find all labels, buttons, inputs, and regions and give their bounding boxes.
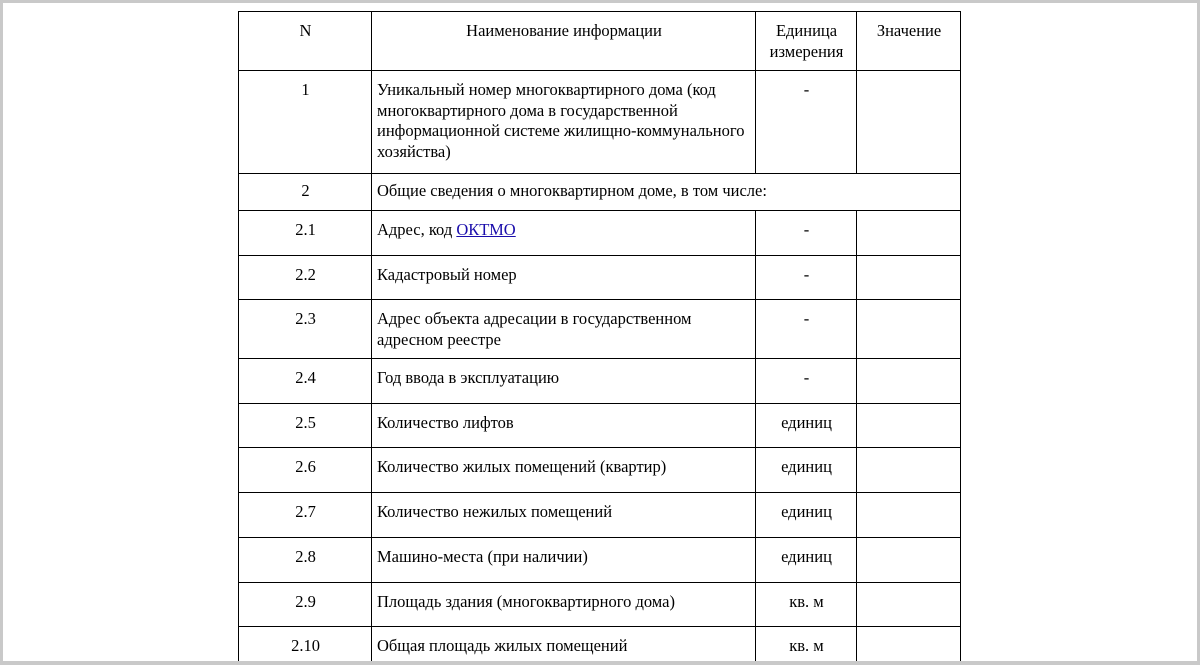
row-name: Количество жилых помещений (квартир) bbox=[372, 448, 756, 493]
row-unit: единиц bbox=[756, 493, 857, 538]
row-number: 2.5 bbox=[239, 404, 372, 448]
row-number: 2.7 bbox=[239, 493, 372, 538]
table-row bbox=[239, 300, 961, 359]
row-name: Адрес объекта адресации в государственном адресном реестре bbox=[372, 300, 756, 359]
table-row bbox=[239, 538, 961, 583]
row-name: Площадь здания (многоквартирного дома) bbox=[372, 583, 756, 627]
row-name: Уникальный номер многоквартирного дома (код многоквартирного дома в государственной информационной системе жилищно-коммунального хозяйства) bbox=[372, 71, 756, 174]
table-row bbox=[239, 493, 961, 538]
row-number: 2.9 bbox=[239, 583, 372, 627]
table-row bbox=[239, 71, 961, 174]
info-table bbox=[238, 11, 961, 665]
row-name: Общие сведения о многоквартирном доме, в том числе: bbox=[372, 174, 961, 211]
row-value[interactable] bbox=[857, 538, 961, 583]
row-number: 1 bbox=[239, 71, 372, 174]
row-number: 2.10 bbox=[239, 627, 372, 665]
row-name: Количество лифтов bbox=[372, 404, 756, 448]
row-number: 2.4 bbox=[239, 359, 372, 404]
row-name: Количество нежилых помещений bbox=[372, 493, 756, 538]
row-unit: единиц bbox=[756, 538, 857, 583]
row-unit: - bbox=[756, 71, 857, 174]
header-value: Значение bbox=[857, 12, 961, 71]
row-unit: кв. м bbox=[756, 583, 857, 627]
row-name bbox=[372, 211, 756, 256]
table-row bbox=[239, 359, 961, 404]
row-number: 2.3 bbox=[239, 300, 372, 359]
header-n: N bbox=[239, 12, 372, 71]
row-name-text: Адрес, код bbox=[377, 220, 457, 239]
row-unit: кв. м bbox=[756, 627, 857, 665]
row-unit: - bbox=[756, 300, 857, 359]
table-row bbox=[239, 583, 961, 627]
row-unit: единиц bbox=[756, 448, 857, 493]
row-value[interactable] bbox=[857, 583, 961, 627]
row-name: Год ввода в эксплуатацию bbox=[372, 359, 756, 404]
row-value[interactable] bbox=[857, 256, 961, 300]
row-value[interactable] bbox=[857, 359, 961, 404]
row-value[interactable] bbox=[857, 493, 961, 538]
oktmo-link[interactable]: ОКТМО bbox=[456, 220, 516, 239]
table-row bbox=[239, 256, 961, 300]
row-name: Машино-места (при наличии) bbox=[372, 538, 756, 583]
row-number: 2.6 bbox=[239, 448, 372, 493]
row-value[interactable] bbox=[857, 448, 961, 493]
row-name: Общая площадь жилых помещений bbox=[372, 627, 756, 665]
table-row bbox=[239, 211, 961, 256]
row-unit: - bbox=[756, 256, 857, 300]
table-row bbox=[239, 448, 961, 493]
table-row bbox=[239, 404, 961, 448]
row-value[interactable] bbox=[857, 211, 961, 256]
table-row-section bbox=[239, 174, 961, 211]
row-value[interactable] bbox=[857, 404, 961, 448]
row-unit: - bbox=[756, 359, 857, 404]
row-number: 2 bbox=[239, 174, 372, 211]
row-value[interactable] bbox=[857, 627, 961, 665]
table-header-row bbox=[239, 12, 961, 71]
header-name: Наименование информации bbox=[372, 12, 756, 71]
table-row bbox=[239, 627, 961, 665]
row-number: 2.2 bbox=[239, 256, 372, 300]
row-value[interactable] bbox=[857, 71, 961, 174]
row-value[interactable] bbox=[857, 300, 961, 359]
row-unit: единиц bbox=[756, 404, 857, 448]
header-unit: Единица измерения bbox=[756, 12, 857, 71]
row-unit: - bbox=[756, 211, 857, 256]
row-name: Кадастровый номер bbox=[372, 256, 756, 300]
row-number: 2.1 bbox=[239, 211, 372, 256]
row-number: 2.8 bbox=[239, 538, 372, 583]
